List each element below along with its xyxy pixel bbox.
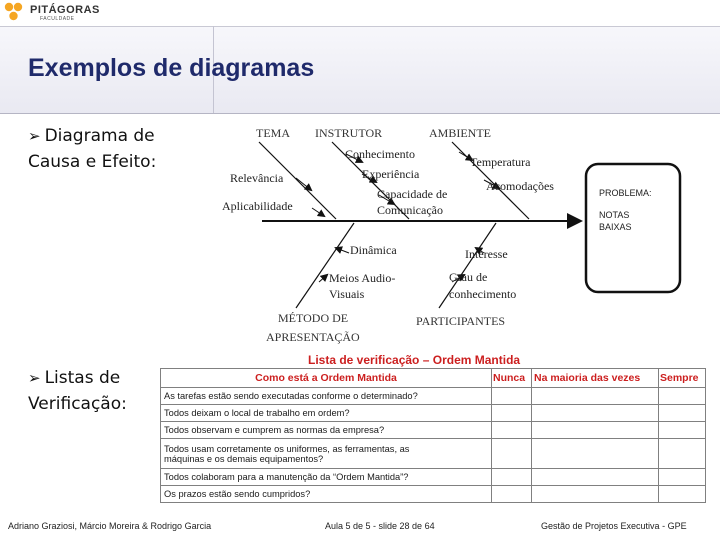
cause-label: Acomodações — [486, 179, 554, 193]
cause-label: Dinâmica — [350, 243, 397, 257]
effect-label: PROBLEMA: — [599, 188, 652, 198]
question-cell: Todos observam e cumprem as normas da empresa? — [161, 421, 492, 438]
logo-name: PITÁGORAS — [30, 4, 100, 16]
answer-cell[interactable] — [492, 469, 532, 486]
bullet-text: Diagrama de — [44, 126, 155, 146]
category-ambiente: AMBIENTE — [429, 126, 491, 140]
column-header: Nunca — [492, 369, 532, 388]
question-line: Todos usam corretamente os uniformes, as ferramentas, as — [164, 443, 410, 454]
answer-cell[interactable] — [492, 421, 532, 438]
cause-label: Capacidade de — [377, 187, 448, 201]
table-row — [161, 388, 706, 405]
answer-cell[interactable] — [532, 438, 659, 468]
answer-cell[interactable] — [659, 405, 706, 422]
answer-cell[interactable] — [532, 405, 659, 422]
answer-cell[interactable] — [532, 421, 659, 438]
table-row — [161, 486, 706, 503]
bullet-text: Listas de — [44, 368, 121, 388]
table-row — [161, 438, 706, 468]
checklist-table — [160, 368, 706, 503]
cause-label: Relevância — [230, 171, 284, 185]
question-cell: As tarefas estão sendo executadas conforme o determinado? — [161, 388, 492, 405]
answer-cell[interactable] — [532, 486, 659, 503]
logo-mark-icon — [4, 2, 28, 24]
cause-label: Visuais — [329, 287, 365, 301]
table-header-row — [161, 369, 706, 388]
answer-cell[interactable] — [659, 388, 706, 405]
cause-label: Interesse — [465, 247, 508, 261]
answer-cell[interactable] — [659, 469, 706, 486]
logo — [4, 2, 124, 24]
answer-cell[interactable] — [492, 388, 532, 405]
answer-cell[interactable] — [659, 421, 706, 438]
category-metodo-line2: APRESENTAÇÃO — [266, 330, 360, 344]
category-metodo: MÉTODO DE — [278, 311, 349, 325]
category-participantes: PARTICIPANTES — [416, 314, 506, 328]
cause-label: Temperatura — [470, 155, 531, 169]
table-row — [161, 469, 706, 486]
column-header: Na maioria das vezes — [532, 369, 659, 388]
answer-cell[interactable] — [492, 486, 532, 503]
question-line: máquinas e os demais equipamentos? — [164, 453, 324, 464]
cause-label: Comunicação — [377, 203, 443, 217]
bullet-cause-effect — [28, 123, 156, 175]
answer-cell[interactable] — [532, 469, 659, 486]
bullet-arrow-icon: ➢ — [28, 127, 41, 145]
checklist-title: Lista de verificação – Ordem Mantida — [308, 353, 521, 367]
bullet-text: Causa e Efeito: — [28, 152, 157, 172]
page-title: Exemplos de diagramas — [28, 54, 315, 82]
footer-authors: Adriano Graziosi, Márcio Moreira & Rodrigo Garcia — [8, 521, 212, 531]
answer-cell[interactable] — [492, 405, 532, 422]
logo-subtitle: FACULDADE — [40, 16, 75, 22]
bullet-checklist — [28, 365, 127, 417]
effect-value: NOTAS — [599, 210, 630, 220]
answer-cell[interactable] — [659, 486, 706, 503]
question-cell: Os prazos estão sendo cumpridos? — [161, 486, 492, 503]
cause-label: Grau de — [449, 270, 488, 284]
answer-cell[interactable] — [492, 438, 532, 468]
question-cell: Todos deixam o local de trabalho em ordem? — [161, 405, 492, 422]
cause-label: conhecimento — [449, 287, 517, 301]
footer-slide-number: Aula 5 de 5 - slide 28 de 64 — [325, 521, 435, 531]
column-header: Sempre — [659, 369, 706, 388]
answer-cell[interactable] — [532, 388, 659, 405]
cause-label: Meios Audio- — [329, 271, 396, 285]
category-instrutor: INSTRUTOR — [315, 126, 383, 140]
cause-label: Experiência — [362, 167, 420, 181]
cause-label: Aplicabilidade — [222, 199, 293, 213]
column-header: Como está a Ordem Mantida — [161, 369, 492, 388]
table-row — [161, 405, 706, 422]
fishbone-diagram — [214, 120, 694, 348]
bullet-text: Verificação: — [28, 394, 127, 414]
category-tema: TEMA — [256, 126, 290, 140]
question-cell: Todos colaboram para a manutenção da “Ordem Mantida”? — [161, 469, 492, 486]
question-cell — [161, 438, 492, 468]
cause-label: Conhecimento — [345, 147, 415, 161]
effect-value: BAIXAS — [599, 222, 632, 232]
table-row — [161, 421, 706, 438]
footer-course: Gestão de Projetos Executiva - GPE — [541, 521, 687, 531]
answer-cell[interactable] — [659, 438, 706, 468]
bullet-arrow-icon: ➢ — [28, 369, 41, 387]
